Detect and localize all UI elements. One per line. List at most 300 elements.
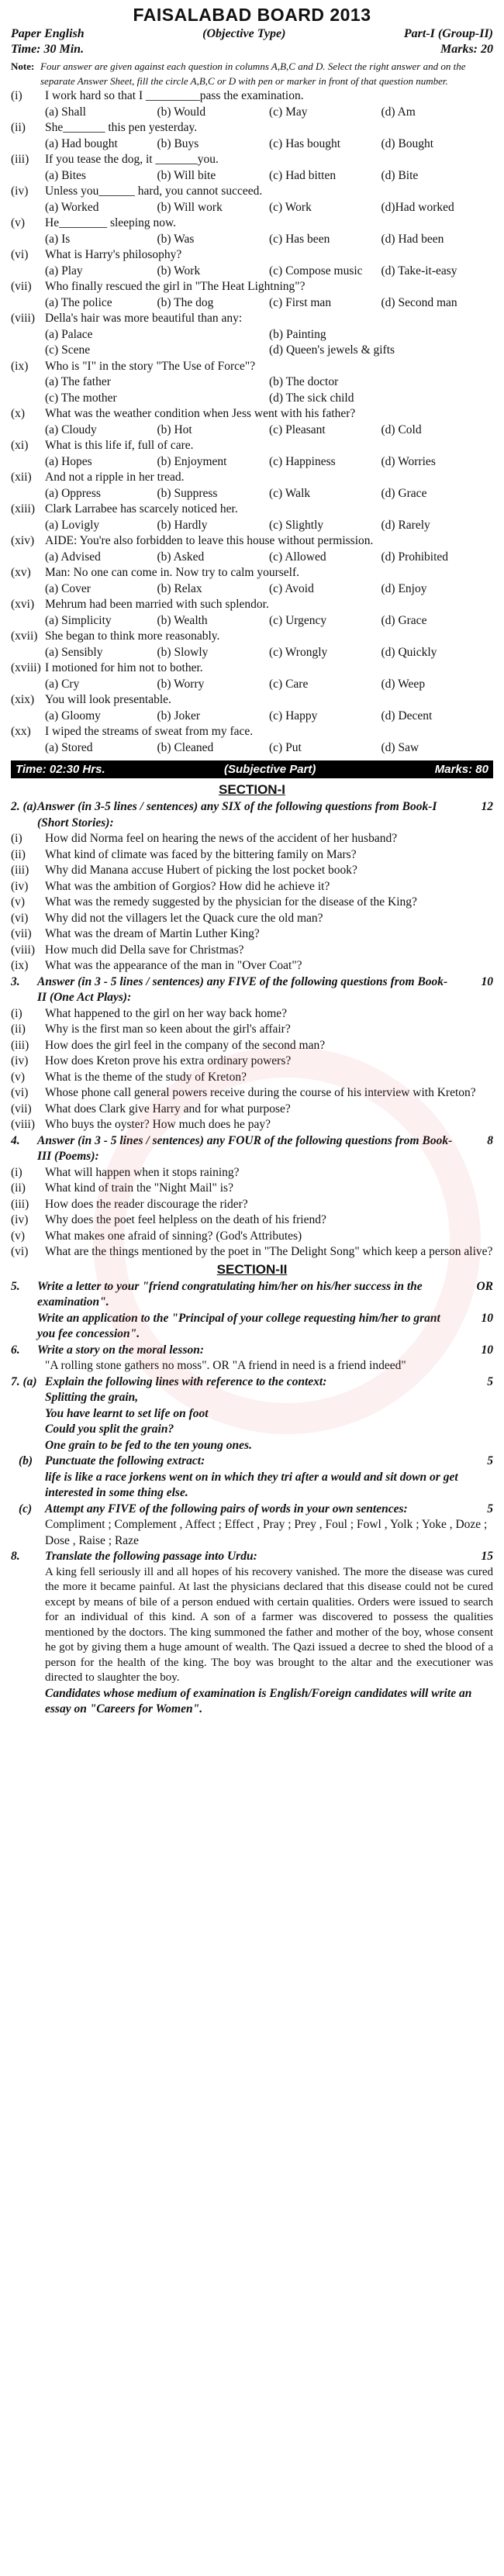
question-text: What kind of climate was faced by the bittering family on Mars? (45, 847, 357, 861)
word-pairs: Compliment ; Complement , Affect ; Effect , Pray ; Prey , Foul ; Fowl , Yolk ; Yoke , Doze ; Dose , Raise ; Raze (45, 1518, 488, 1547)
question-number: (ii) (11, 1022, 26, 1036)
question-text: Punctuate the following extract: (45, 1454, 205, 1467)
short-question (11, 879, 493, 895)
answer-option: (b) Will work (157, 200, 223, 214)
translation-passage: A king fell seriously ill and all hopes of his recovery vanished. The more the disease was cured the more it became painful. At last the physicians declared that this disease could not be cured except by means of bile of a person endued with certain qualities. Orders were issued to search for an individual of this kind. A son of a farmer was discovered to possess the qualities mentioned by the doctors. The king summoned the father and mother of the boy, whose consent he got by giving them a huge amount of wealth. The Qazi issued a decree to shed the blood of a person for the health of the king. The boy was brought to the altar and the executioner was directed to slaughter the boy. (45, 1565, 493, 1684)
question-number: (v) (11, 216, 26, 229)
question-marks: 5 (487, 1454, 493, 1467)
objective-question (11, 359, 493, 375)
answer-option: (d) Weep (381, 677, 426, 691)
answer-option: (a) Stored (45, 740, 93, 754)
answer-options (11, 550, 493, 566)
question-text: What was the ambition of Gorgios? How did he achieve it? (45, 879, 330, 893)
answer-option: (d) Had been (381, 232, 444, 246)
answer-option: (a) The police (45, 295, 112, 309)
question-marks: 10 (481, 974, 493, 988)
objective-question (11, 247, 493, 264)
question-4 (11, 1133, 493, 1260)
question-text: Explain the following lines with reference to the context: (45, 1374, 327, 1388)
short-question (11, 895, 493, 911)
question-text: Whose phone call general powers receive during the course of his interview with Kreton? (45, 1086, 476, 1099)
answer-option: (d) Worries (381, 454, 436, 468)
question-number: (iv) (11, 1213, 29, 1226)
question-number: (iii) (11, 1038, 29, 1052)
question-text: What are the things mentioned by the poet in "The Delight Song" which keep a person alive? (45, 1245, 493, 1258)
answer-option: (b) Will bite (157, 168, 216, 182)
question-text: She began to think more reasonably. (45, 629, 220, 643)
answer-option: (d) Quickly (381, 645, 437, 659)
answer-option: (a) Cover (45, 581, 91, 595)
answer-option: (c) Scene (45, 343, 91, 357)
objective-question (11, 470, 493, 486)
answer-options (11, 264, 493, 280)
question-marks: 5 (487, 1502, 493, 1516)
question-text: What is this life if, full of care. (45, 439, 194, 452)
answer-option: (c) Happy (269, 709, 318, 722)
short-question (11, 1197, 493, 1213)
short-question (11, 958, 493, 974)
story-topics: "A rolling stone gathers no moss". OR "A friend in need is a friend indeed" (45, 1359, 406, 1372)
short-question (11, 1244, 493, 1260)
poem-lines (11, 1390, 493, 1454)
poem-line: Could you split the grain? (45, 1422, 174, 1436)
question-number: 6. (11, 1343, 20, 1357)
subjective-header-bar (11, 760, 493, 778)
question-heading (11, 1502, 493, 1518)
objective-question (11, 184, 493, 200)
objective-question (11, 660, 493, 677)
answer-option: (c) Wrongly (269, 645, 328, 659)
question-heading (11, 1374, 493, 1391)
question-8 (11, 1549, 493, 1686)
question-number: (iii) (11, 1197, 29, 1211)
objective-question (11, 152, 493, 168)
subjective-type: (Subjective Part) (224, 763, 316, 776)
answer-option: (c) Happiness (269, 454, 336, 468)
question-text: What is the theme of the study of Kreton? (45, 1070, 247, 1084)
question-text: What was the remedy suggested by the physician for the disease of the King? (45, 895, 417, 909)
question-text: Mehrum had been married with such splendor. (45, 598, 269, 611)
answer-option: (d) Queen's jewels & gifts (269, 343, 395, 357)
answer-option: (d)Had worked (381, 200, 454, 214)
answer-options (11, 200, 493, 216)
objective-question (11, 724, 493, 740)
question-number: (iii) (11, 864, 29, 877)
question-text: Who is "I" in the story "The Use of Force"? (45, 359, 256, 373)
answer-option: (c) Work (269, 200, 312, 214)
answer-option: (c) Care (269, 677, 309, 691)
answer-options (11, 740, 493, 757)
question-text: How does Kreton prove his extra ordinary powers? (45, 1054, 292, 1067)
instructions-note (11, 59, 493, 88)
answer-options (11, 327, 493, 359)
answer-option: (a) Oppress (45, 486, 101, 500)
objective-questions (11, 88, 493, 756)
answer-option: (c) Allowed (269, 550, 326, 564)
answer-options (11, 232, 493, 248)
answer-option: (d) Decent (381, 709, 433, 722)
answer-options (11, 645, 493, 661)
answer-option: (b) Slowly (157, 645, 209, 659)
objective-question (11, 565, 493, 581)
question-number: (v) (11, 1070, 26, 1084)
answer-option: (a) Cry (45, 677, 80, 691)
short-question (11, 831, 493, 847)
short-question (11, 1070, 493, 1086)
answer-option: (d) Grace (381, 486, 427, 500)
question-number: (xx) (11, 725, 31, 738)
answer-option: (a) Worked (45, 200, 99, 214)
paper-type: (Objective Type) (202, 27, 286, 40)
answer-options (11, 613, 493, 629)
question-4-items (11, 1165, 493, 1260)
question-number: (viii) (11, 312, 35, 325)
objective-question (11, 311, 493, 327)
poem-line: You have learnt to set life on foot (45, 1406, 209, 1420)
question-number: (xvii) (11, 629, 38, 643)
subjective-time: Time: 02:30 Hrs. (16, 763, 105, 776)
question-2 (11, 799, 493, 974)
answer-options (11, 486, 493, 502)
answer-option: (c) Walk (269, 486, 311, 500)
question-text: Clark Larrabee has scarcely noticed her. (45, 502, 238, 516)
question-text: What was the appearance of the man in "Over Coat"? (45, 959, 302, 972)
answer-option: (c) Compose music (269, 264, 363, 278)
objective-question (11, 629, 493, 645)
question-text: And not a ripple in her tread. (45, 471, 185, 484)
question-marks: 10 (481, 1343, 493, 1357)
question-text: Answer (in 3-5 lines / sentences) any SIX of the following questions from Book-I (Short Stories): (37, 800, 437, 829)
question-text: What was the dream of Martin Luther King? (45, 927, 260, 940)
question-5 (11, 1279, 493, 1343)
answer-option: (c) Avoid (269, 581, 314, 595)
question-marks: 10 (481, 1311, 493, 1325)
question-6 (11, 1343, 493, 1374)
answer-option: (c) Has been (269, 232, 330, 246)
question-text: Unless you______ hard, you cannot succeed. (45, 184, 263, 198)
question-text: I wiped the streams of sweat from my face. (45, 725, 254, 738)
question-marks: 8 (487, 1133, 493, 1147)
question-text: Who buys the oyster? How much does he pay? (45, 1118, 271, 1131)
answer-option: (b) Would (157, 105, 206, 119)
question-text: How does the reader discourage the rider? (45, 1197, 248, 1211)
answer-option: (b) Cleaned (157, 740, 214, 754)
question-number: 4. (11, 1133, 20, 1147)
answer-option: (b) Worry (157, 677, 205, 691)
section-2-heading: SECTION-II (216, 1261, 288, 1277)
question-number: (vi) (11, 1086, 29, 1099)
answer-option: (d) Second man (381, 295, 457, 309)
question-number: (ii) (11, 1181, 26, 1195)
answer-option: (c) Urgency (269, 613, 327, 627)
total-marks: Marks: 20 (440, 43, 493, 56)
question-number: (b) (19, 1454, 33, 1467)
answer-option: (a) Gloomy (45, 709, 101, 722)
question-heading (11, 974, 493, 1006)
question-text: Man: No one can come in. Now try to calm yourself. (45, 566, 299, 579)
short-question (11, 926, 493, 943)
question-marks: 15 (481, 1550, 493, 1563)
question-text: What makes one afraid of sinning? (God's Attributes) (45, 1229, 302, 1243)
answer-option: (b) Was (157, 232, 195, 246)
short-question (11, 1085, 493, 1102)
question-number: (i) (11, 832, 22, 845)
short-question (11, 1054, 493, 1070)
answer-option: (d) The sick child (269, 391, 354, 405)
question-number: (viii) (11, 1118, 35, 1131)
short-question (11, 1165, 493, 1181)
answer-option: (b) Buys (157, 136, 199, 150)
question-3 (11, 974, 493, 1133)
answer-option: (b) The doctor (269, 375, 339, 388)
question-number: 2. (a) (11, 800, 37, 813)
board-title: FAISALABAD BOARD 2013 (133, 5, 371, 25)
question-text: What does Clark give Harry and for what purpose? (45, 1102, 291, 1116)
question-number: (xix) (11, 693, 35, 706)
question-number: 5. (11, 1279, 20, 1293)
question-text: Why is the first man so keen about the girl's affair? (45, 1022, 291, 1036)
answer-option: (b) Wealth (157, 613, 208, 627)
question-number: (xviii) (11, 661, 41, 674)
question-number: (i) (11, 1165, 22, 1179)
question-text: What happened to the girl on her way back home? (45, 1006, 288, 1020)
answer-options (11, 581, 493, 598)
question-heading (11, 1133, 493, 1165)
question-number: 3. (11, 974, 20, 988)
question-number: (i) (11, 1006, 22, 1020)
or-label: OR (476, 1279, 493, 1293)
question-marks: 5 (487, 1374, 493, 1388)
answer-option: (b) The dog (157, 295, 214, 309)
punctuation-extract: life is like a race jorkens went on in which they tri after a would and sit down or get interested in some thing else. (45, 1470, 458, 1499)
short-question (11, 847, 493, 864)
question-text: He________ sleeping now. (45, 216, 177, 229)
answer-options (11, 295, 493, 312)
answer-option: (b) Relax (157, 581, 202, 595)
question-number: (xii) (11, 471, 32, 484)
objective-question (11, 597, 493, 613)
answer-option: (a) Cloudy (45, 422, 97, 436)
question-heading (11, 1343, 493, 1359)
question-heading (11, 1549, 493, 1565)
question-7b (11, 1454, 493, 1502)
question-text: If you tease the dog, it _______you. (45, 153, 219, 166)
question-number: (xv) (11, 566, 31, 579)
question-number: 8. (11, 1550, 20, 1563)
subjective-marks: Marks: 80 (434, 763, 488, 776)
question-text: Della's hair was more beautiful than any: (45, 312, 243, 325)
question-text: Write an application to the "Principal of your college requesting him/her to grant you fee concession". (37, 1311, 440, 1340)
paper-part: Part-I (Group-II) (403, 27, 493, 40)
question-text: I work hard so that I _________pass the examination. (45, 89, 304, 102)
answer-option: (a) Lovigly (45, 518, 100, 532)
question-2-items (11, 831, 493, 974)
answer-option: (c) Put (269, 740, 302, 754)
answer-option: (a) Hopes (45, 454, 92, 468)
short-question (11, 1102, 493, 1118)
question-3-items (11, 1006, 493, 1133)
question-number: (ix) (11, 959, 29, 972)
answer-option: (a) Bites (45, 168, 86, 182)
question-text: Write a letter to your "friend congratulating him/her on his/her success in the examination". (37, 1279, 423, 1309)
answer-option: (b) Work (157, 264, 201, 278)
question-text: How did Norma feel on hearing the news of the accident of her husband? (45, 832, 398, 845)
objective-question (11, 406, 493, 422)
question-number: 7. (a) (11, 1374, 37, 1388)
answer-option: (d) Take-it-easy (381, 264, 457, 278)
answer-option: (a) Sensibly (45, 645, 103, 659)
note-label: Note: (11, 60, 35, 72)
question-number: (vii) (11, 927, 32, 940)
question-number: (xvi) (11, 598, 35, 611)
question-text: What was the weather condition when Jess went with his father? (45, 407, 356, 420)
question-text: Who finally rescued the girl in "The Heat Lightning"? (45, 280, 306, 293)
objective-question (11, 120, 493, 136)
question-text: Why did not the villagers let the Quack cure the old man? (45, 911, 323, 925)
question-number: (iv) (11, 879, 29, 893)
question-number: (iv) (11, 184, 29, 198)
question-text: How much did Della save for Christmas? (45, 943, 244, 957)
question-number: (v) (11, 1229, 26, 1243)
answer-options (11, 374, 493, 406)
answer-option: (b) Hardly (157, 518, 208, 532)
short-question (11, 911, 493, 927)
objective-question (11, 88, 493, 105)
header-row-1 (11, 26, 493, 42)
answer-option: (d) Prohibited (381, 550, 449, 564)
question-number: (vii) (11, 1102, 32, 1116)
footer-note: Candidates whose medium of examination is English/Foreign candidates will write an essay on "Careers for Women". (45, 1686, 472, 1716)
answer-option: (d) Cold (381, 422, 422, 436)
objective-question (11, 502, 493, 518)
answer-option: (b) Enjoyment (157, 454, 227, 468)
short-question (11, 1117, 493, 1133)
objective-question (11, 438, 493, 454)
question-text: How does the girl feel in the company of the second man? (45, 1038, 326, 1052)
objective-question (11, 692, 493, 709)
answer-option: (b) Asked (157, 550, 205, 564)
question-heading (11, 1454, 493, 1470)
short-question (11, 863, 493, 879)
question-text: What kind of train the "Night Mail" is? (45, 1181, 233, 1195)
question-number: (ii) (11, 847, 26, 861)
answer-option: (d) Am (381, 105, 416, 119)
answer-option: (a) Shall (45, 105, 86, 119)
question-number: (i) (11, 89, 22, 102)
answer-option: (c) First man (269, 295, 332, 309)
question-number: (ix) (11, 359, 29, 373)
answer-option: (c) Had bitten (269, 168, 337, 182)
question-text: What will happen when it stops raining? (45, 1165, 240, 1179)
question-5-option-b (11, 1311, 493, 1343)
question-text: Why does the poet feel helpless on the death of his friend? (45, 1213, 326, 1226)
question-number: (xiii) (11, 502, 35, 516)
answer-option: (a) Simplicity (45, 613, 112, 627)
short-question (11, 1229, 493, 1245)
question-number: (viii) (11, 943, 35, 957)
short-question (11, 1181, 493, 1197)
question-number: (vii) (11, 280, 32, 293)
objective-question (11, 533, 493, 550)
question-text: Write a story on the moral lesson: (37, 1343, 205, 1357)
question-text: Translate the following passage into Urdu: (45, 1550, 257, 1563)
answer-option: (b) Joker (157, 709, 201, 722)
answer-option: (d) Grace (381, 613, 427, 627)
answer-option: (b) Hot (157, 422, 192, 436)
answer-options (11, 168, 493, 184)
question-text: Answer (in 3 - 5 lines / sentences) any FIVE of the following questions from Book-II (One Act Plays): (37, 974, 448, 1004)
question-7c (11, 1502, 493, 1550)
question-7a (11, 1374, 493, 1454)
answer-option: (d) Bite (381, 168, 419, 182)
answer-option: (c) May (269, 105, 308, 119)
objective-question (11, 216, 493, 232)
short-question (11, 1006, 493, 1022)
short-question (11, 1038, 493, 1054)
poem-line: Splitting the grain, (45, 1391, 139, 1404)
header-row-2 (11, 42, 493, 57)
question-text: What is Harry's philosophy? (45, 248, 182, 261)
answer-option: (a) Had bought (45, 136, 118, 150)
note-text: Four answer are given against each question in columns A,B,C and D. Select the right answer and on the separate Answer Sheet, fill the circle A,B,C or D with pen or marker in front of that question number. (40, 60, 466, 87)
question-number: (ii) (11, 121, 26, 134)
question-number: (c) (19, 1502, 33, 1516)
answer-option: (a) Is (45, 232, 71, 246)
answer-options (11, 105, 493, 121)
answer-options (11, 709, 493, 725)
question-marks: 12 (481, 800, 493, 813)
answer-option: (b) Suppress (157, 486, 218, 500)
question-number: (vi) (11, 911, 29, 925)
objective-question (11, 279, 493, 295)
answer-option: (c) Slightly (269, 518, 324, 532)
answer-option: (c) Pleasant (269, 422, 326, 436)
section-1-heading: SECTION-I (219, 782, 285, 797)
question-text: Attempt any FIVE of the following pairs of words in your own sentences: (45, 1502, 408, 1516)
question-5-option-a (11, 1279, 493, 1311)
answer-option: (d) Saw (381, 740, 419, 754)
answer-option: (a) The father (45, 375, 111, 388)
answer-option: (d) Rarely (381, 518, 430, 532)
question-number: (vi) (11, 1245, 29, 1258)
question-number: (iii) (11, 153, 29, 166)
question-number: (v) (11, 895, 26, 909)
answer-option: (a) Palace (45, 327, 93, 341)
question-number: (xi) (11, 439, 29, 452)
short-question (11, 943, 493, 959)
answer-options (11, 454, 493, 471)
question-number: (xiv) (11, 534, 35, 547)
question-text: You will look presentable. (45, 693, 171, 706)
short-question (11, 1212, 493, 1229)
question-text: Answer (in 3 - 5 lines / sentences) any FOUR of the following questions from Book-III (Poems): (37, 1133, 453, 1163)
answer-option: (a) Play (45, 264, 83, 278)
answer-option: (c) The mother (45, 391, 117, 405)
question-text: Why did Manana accuse Hubert of picking the lost pocket book? (45, 864, 357, 877)
answer-option: (b) Painting (269, 327, 326, 341)
question-text: She_______ this pen yesterday. (45, 121, 198, 134)
short-question (11, 1022, 493, 1038)
answer-options (11, 136, 493, 153)
answer-option: (d) Enjoy (381, 581, 427, 595)
answer-options (11, 518, 493, 534)
answer-options (11, 677, 493, 693)
answer-option: (a) Advised (45, 550, 101, 564)
answer-option: (c) Has bought (269, 136, 341, 150)
question-heading (11, 799, 493, 831)
answer-option: (d) Bought (381, 136, 434, 150)
question-number: (vi) (11, 248, 29, 261)
